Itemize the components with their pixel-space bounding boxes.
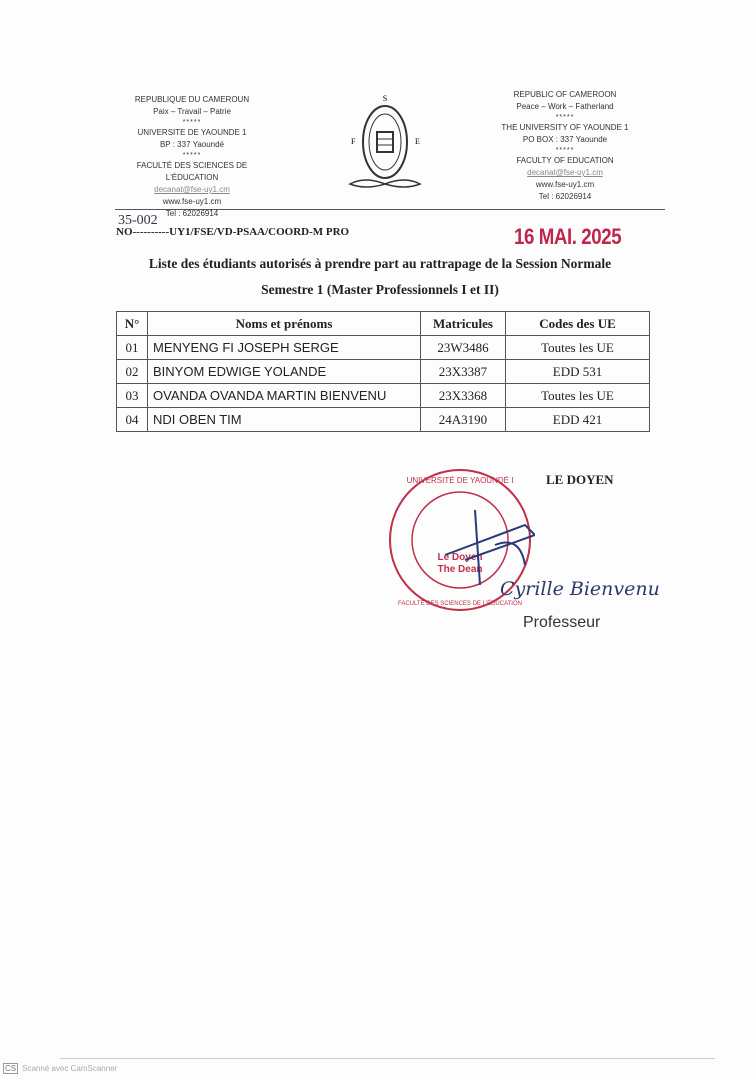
faculty: FACULTÉ DES SCIENCES DE L'ÉDUCATION	[136, 161, 248, 182]
separator: *****	[555, 147, 575, 154]
stamp-text: Le Doyen	[437, 552, 483, 563]
cell-matricule: 24A3190	[421, 408, 506, 432]
separator: *****	[182, 152, 202, 159]
cell-name: BINYOM EDWIGE YOLANDE	[148, 360, 421, 384]
separator: *****	[555, 114, 575, 121]
stamp-text: UNIVERSITÉ DE YAOUNDÉ I	[406, 476, 514, 485]
handwritten-reference-number: 35-002	[118, 213, 158, 228]
scanner-watermark	[3, 1063, 117, 1074]
table-header	[117, 312, 650, 336]
col-names: Noms et prénoms	[148, 312, 421, 336]
cell-matricule: 23X3368	[421, 384, 506, 408]
reference-number: NO----------UY1/FSE/VD-PSAA/COORD-M PRO	[116, 226, 350, 238]
signatory-rank: Professeur	[523, 614, 601, 631]
telephone: Tel : 62026914	[538, 192, 592, 201]
camscanner-icon: CS	[5, 1064, 17, 1073]
scanner-text: Scanné avec CamScanner	[22, 1064, 118, 1073]
table-row	[117, 384, 650, 408]
cell-number: 03	[117, 384, 148, 408]
country: REPUBLIC OF CAMEROON	[513, 90, 617, 99]
emblem-letter-e: E	[415, 137, 420, 146]
table-row	[117, 336, 650, 360]
students-table	[116, 311, 650, 432]
faculty: FACULTY OF EDUCATION	[516, 156, 614, 165]
col-matricule: Matricules	[421, 312, 506, 336]
motto: Peace – Work – Fatherland	[516, 102, 614, 111]
cell-matricule: 23W3486	[421, 336, 506, 360]
document-subtitle: Semestre 1 (Master Professionnels I et II)	[261, 282, 499, 297]
stamp-text: FACULTÉ DES SCIENCES DE L'ÉDUCATION	[398, 601, 522, 607]
website: www.fse-uy1.cm	[162, 197, 222, 206]
country: REPUBLIQUE DU CAMEROUN	[134, 95, 250, 104]
col-number: N°	[117, 312, 148, 336]
cell-matricule: 23X3387	[421, 360, 506, 384]
cell-number: 04	[117, 408, 148, 432]
motto: Paix – Travail – Patrie	[153, 107, 231, 116]
email: decanat@fse-uy1.cm	[154, 185, 230, 194]
header-right	[485, 89, 645, 203]
telephone: Tel : 62026914	[165, 209, 219, 218]
cell-name: MENYENG FI JOSEPH SERGE	[148, 336, 421, 360]
header-divider	[115, 209, 665, 210]
date-stamp: 16 MAI. 2025	[514, 224, 622, 249]
cell-codes: Toutes les UE	[506, 336, 650, 360]
scan-edge	[60, 1058, 715, 1059]
separator: *****	[182, 119, 202, 126]
header-left	[112, 94, 272, 220]
document-title: Liste des étudiants autorisés à prendre part au rattrapage de la Session Normale	[148, 256, 612, 271]
university: UNIVERSITE DE YAOUNDE 1	[137, 128, 247, 137]
signatory-title: LE DOYEN	[546, 472, 614, 487]
signatory-name: Cyrille Bienvenu	[500, 578, 660, 600]
cell-number: 01	[117, 336, 148, 360]
cell-codes: EDD 421	[506, 408, 650, 432]
table-row	[117, 408, 650, 432]
email: decanat@fse-uy1.cm	[527, 168, 603, 177]
emblem-letter-f: F	[351, 137, 356, 146]
cell-name: OVANDA OVANDA MARTIN BIENVENU	[148, 384, 421, 408]
col-codes: Codes des UE	[506, 312, 650, 336]
stamp-text: The Dean	[437, 564, 483, 575]
po-box: BP : 337 Yaoundé	[159, 140, 225, 149]
cell-number: 02	[117, 360, 148, 384]
university: THE UNIVERSITY OF YAOUNDE 1	[501, 123, 629, 132]
cell-codes: Toutes les UE	[506, 384, 650, 408]
university-emblem-icon	[345, 92, 425, 197]
cell-codes: EDD 531	[506, 360, 650, 384]
cell-name: NDI OBEN TIM	[148, 408, 421, 432]
website: www.fse-uy1.cm	[535, 180, 595, 189]
table-row	[117, 360, 650, 384]
po-box: PO BOX : 337 Yaounde	[522, 135, 608, 144]
emblem-letter-s: S	[382, 94, 388, 103]
